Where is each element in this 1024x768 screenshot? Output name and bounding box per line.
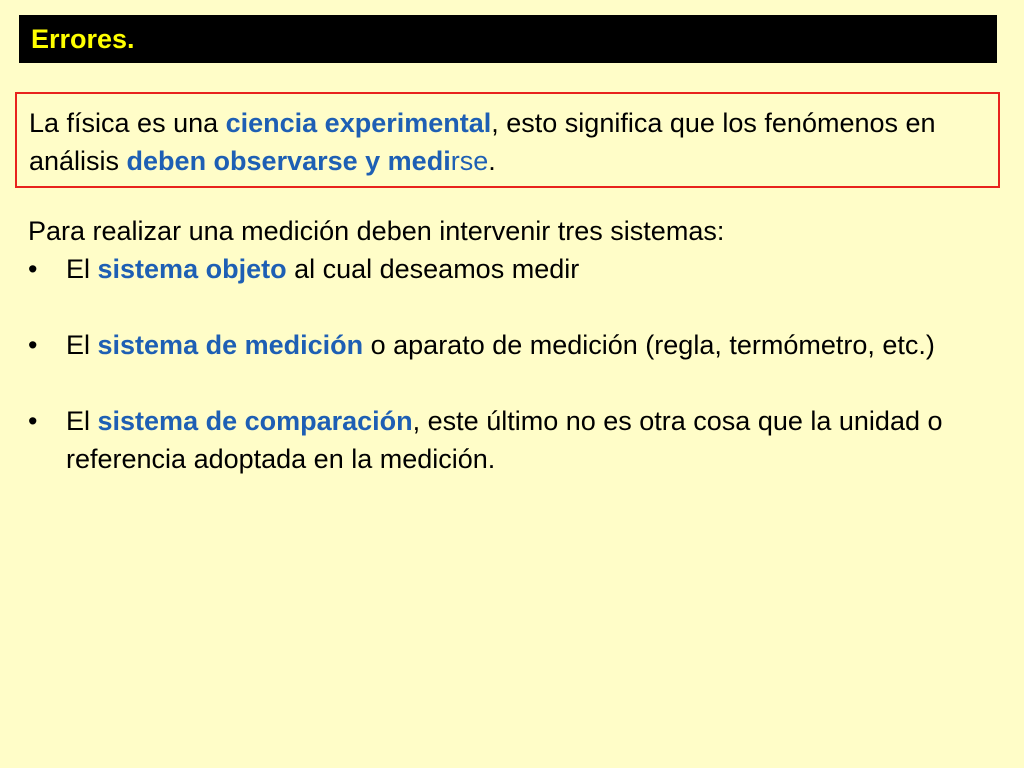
- intro-text-3: .: [488, 146, 496, 176]
- intro-text-2: , esto significa que los fenómenos en análisis: [29, 108, 936, 176]
- intro-highlight-suffix: rse: [450, 146, 489, 176]
- bullet-highlight: sistema objeto: [97, 254, 287, 284]
- intro-highlight-ciencia: ciencia experimental: [225, 108, 492, 138]
- bullet-pre: El: [66, 406, 98, 436]
- bullet-post: al cual deseamos medir: [286, 254, 580, 284]
- list-item: [28, 402, 988, 478]
- systems-list: [28, 250, 988, 478]
- bullet-post: o aparato de medición (regla, termómetro, etc.): [363, 330, 935, 360]
- bullet-pre: El: [66, 254, 98, 284]
- slide-title: Errores.: [31, 23, 135, 54]
- list-item: [28, 250, 988, 288]
- title-bar: [19, 15, 997, 63]
- bullet-icon: •: [28, 406, 38, 436]
- bullet-post: , este último no es otra cosa que la unidad o referencia adoptada en la medición.: [66, 406, 943, 474]
- bullet-pre: El: [66, 330, 98, 360]
- intro-text-1: La física es una: [29, 108, 226, 138]
- list-item: [28, 326, 988, 364]
- bullet-highlight: sistema de medición: [97, 330, 364, 360]
- intro-highlight-observarse: deben observarse y medi: [126, 146, 451, 176]
- bullet-icon: •: [28, 254, 38, 284]
- lead-sentence: Para realizar una medición deben intervenir tres sistemas:: [28, 216, 725, 246]
- intro-box: [15, 92, 1000, 188]
- bullet-icon: •: [28, 330, 38, 360]
- body-text: [28, 212, 988, 478]
- bullet-highlight: sistema de comparación: [97, 406, 413, 436]
